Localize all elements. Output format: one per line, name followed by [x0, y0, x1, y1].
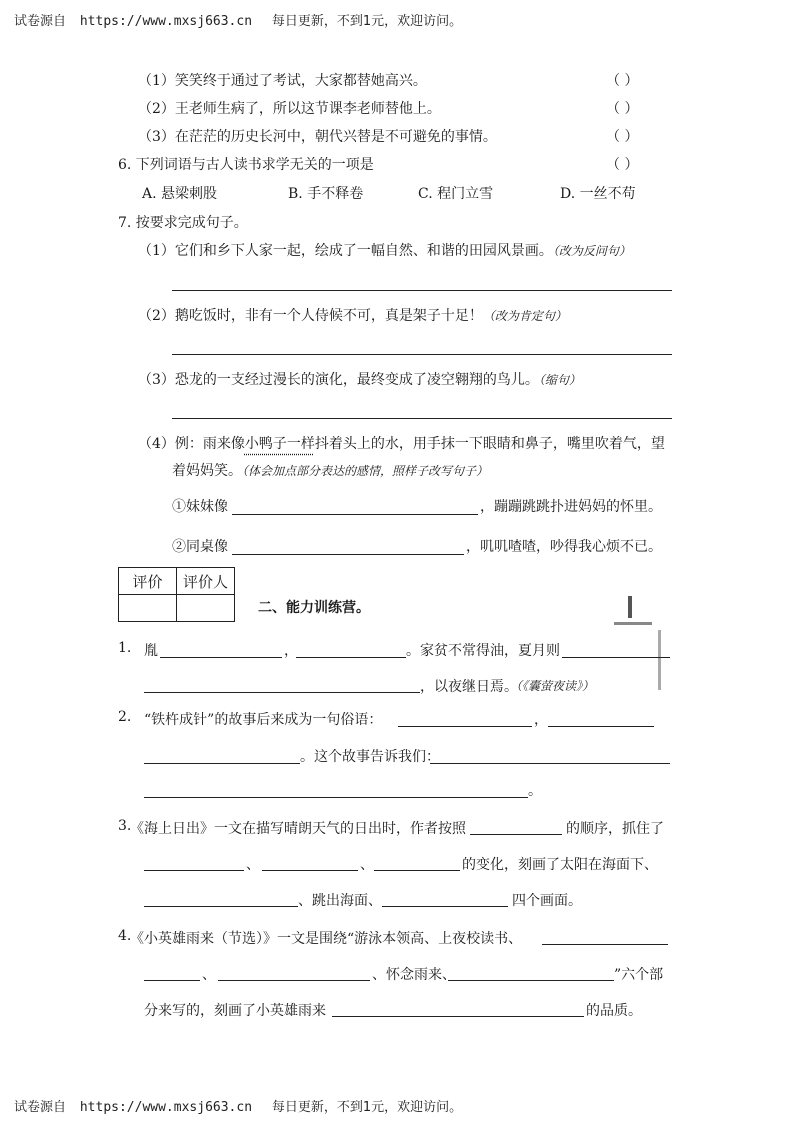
p3-blank-2[interactable]	[144, 870, 244, 871]
q7-s4-b-blank[interactable]	[232, 554, 464, 555]
q5-item-3-answer-paren[interactable]: （ ）	[606, 129, 639, 145]
q6-option-a: A. 悬梁刺股	[142, 186, 218, 202]
p1-text-d: ，以夜继日焉。	[420, 679, 518, 695]
p2-blank-1[interactable]	[398, 726, 532, 727]
q7-s2-note: （改为肯定句）	[482, 309, 567, 323]
p3-blank-4[interactable]	[374, 870, 460, 871]
q7-s1-answer-line[interactable]	[172, 290, 672, 291]
eval-evaluator-cell[interactable]	[177, 595, 235, 622]
q7-s4-note: （体会加点部分表达的感情，照样子改写句子）	[242, 464, 489, 478]
p4-text-f: 的品质。	[586, 1003, 642, 1019]
p1-blank-4[interactable]	[144, 692, 420, 693]
p1-blank-2[interactable]	[296, 657, 406, 658]
p4-blank-1[interactable]	[542, 944, 668, 945]
p3-text-a: 《海上日出》一文在描写晴朗天气的日出时，作者按照	[130, 821, 466, 837]
scan-artifact	[614, 622, 652, 625]
p1-text-c: 。家贫不常得油，夏月则	[406, 643, 560, 659]
q7-s4-prefix: （4）例：雨来像	[138, 436, 245, 452]
scan-artifact	[628, 596, 632, 618]
q7-s4-b-suffix: ，叽叽喳喳，吵得我心烦不已。	[466, 539, 662, 555]
q7-s1-text: （1）它们和乡下人家一起，绘成了一幅自然、和谐的田园风景画。	[138, 243, 553, 259]
header-source-label: 试卷源自	[14, 14, 67, 29]
q6-answer-paren[interactable]: （ ）	[606, 157, 639, 173]
p3-blank-3[interactable]	[262, 870, 358, 871]
p3-text-b: 的顺序，抓住了	[566, 821, 664, 837]
p4-blank-5[interactable]	[332, 1016, 584, 1017]
p3-number: 3.	[118, 818, 132, 834]
p3-blank-6[interactable]	[382, 906, 508, 907]
p4-blank-2[interactable]	[144, 980, 200, 981]
eval-header-evaluator: 评价人	[177, 568, 235, 595]
q7-s3-text: （3）恐龙的一支经过漫长的演化，最终变成了凌空翱翔的鸟儿。	[138, 372, 539, 388]
q7-s4-a-blank[interactable]	[232, 514, 478, 515]
header-url-link[interactable]: https://www.mxsj663.cn	[79, 14, 253, 29]
p4-text-b: 、	[202, 967, 216, 983]
p1-number: 1.	[118, 640, 132, 656]
p4-text-c: 、怀念雨来、	[372, 967, 456, 983]
q7-s3	[138, 369, 581, 389]
q7-s2-text: （2）鹅吃饭时，非有一个人侍候不可，真是架子十足！	[138, 308, 483, 324]
evaluation-table	[118, 567, 235, 622]
q7-s4-rest: 抖着头上的水，用手抹一下眼睛和鼻子，嘴里吹着气，望	[314, 436, 665, 452]
p1-text-b: ，	[284, 643, 298, 659]
q7-s4-b-prefix: ②同桌像	[172, 539, 228, 555]
p1-source: （《囊萤夜读》）	[510, 679, 595, 693]
q7-s4-dotted-phrase: 小鸭子一样	[244, 436, 315, 452]
q7-s3-note: （缩句）	[538, 373, 581, 387]
footer-source-label: 试卷源自	[14, 1100, 67, 1115]
p4-text-e: 分来写的，刻画了小英雄雨来	[144, 1003, 326, 1019]
p3-text-e: 的变化，刻画了太阳在海面下、	[462, 857, 658, 873]
p3-text-g: 四个画面。	[512, 893, 582, 909]
p1-text-a: 胤	[144, 643, 158, 659]
p2-blank-2[interactable]	[548, 726, 654, 727]
footer-slogan: 每日更新，不到1元，欢迎访问。	[271, 1100, 463, 1115]
q5-item-3: （3）在茫茫的历史长河中，朝代兴替是不可避免的事情。	[138, 129, 497, 145]
scan-artifact	[658, 630, 661, 690]
footer-bar	[14, 1096, 462, 1115]
p4-number: 4.	[118, 928, 132, 944]
p1-blank-1[interactable]	[160, 657, 282, 658]
p2-number: 2.	[118, 709, 132, 725]
section2-title: 二、能力训练营。	[258, 600, 370, 616]
q7-s3-answer-line[interactable]	[172, 418, 672, 419]
p2-text-c: 。这个故事告诉我们：	[300, 749, 440, 765]
p2-text-b: ，	[534, 712, 548, 728]
header-slogan: 每日更新，不到1元，欢迎访问。	[271, 14, 463, 29]
q5-item-2: （2）王老师生病了，所以这节课李老师替他上。	[138, 101, 441, 117]
p4-blank-4[interactable]	[448, 980, 614, 981]
p2-blank-5[interactable]	[144, 797, 528, 798]
q7-s2	[138, 305, 567, 325]
q7-s2-answer-line[interactable]	[172, 354, 672, 355]
footer-url-link[interactable]: https://www.mxsj663.cn	[79, 1100, 253, 1115]
q7-s4-line2-text: 着妈妈笑。	[172, 463, 242, 479]
p4-blank-3[interactable]	[218, 980, 370, 981]
p3-text-c: 、	[246, 857, 260, 873]
eval-header-score: 评价	[119, 568, 177, 595]
q6-option-c: C. 程门立雪	[418, 186, 494, 202]
q6-option-b: B. 手不释卷	[288, 186, 364, 202]
p3-blank-5[interactable]	[144, 906, 298, 907]
q7-stem: 7. 按要求完成句子。	[118, 215, 248, 231]
p3-text-f: 、跳出海面、	[298, 893, 382, 909]
q7-s4-line2	[172, 460, 488, 480]
q6-stem: 6. 下列词语与古人读书求学无关的一项是	[118, 157, 374, 173]
p2-text-a: “铁杵成针”的故事后来成为一句俗语：	[144, 712, 383, 728]
p4-text-d: ”六个部	[614, 967, 664, 983]
p3-blank-1[interactable]	[470, 834, 562, 835]
q5-item-1-answer-paren[interactable]: （ ）	[606, 73, 639, 89]
p2-text-d: 。	[528, 783, 542, 799]
p2-blank-3[interactable]	[144, 763, 300, 764]
q7-s4-line1	[138, 433, 665, 453]
q7-s1-note: （改为反问句）	[552, 244, 631, 258]
q6-option-d: D. 一丝不苟	[560, 186, 636, 202]
eval-score-cell[interactable]	[119, 595, 177, 622]
p3-text-d: 、	[360, 857, 374, 873]
p2-blank-4[interactable]	[430, 763, 670, 764]
header-bar	[14, 10, 462, 29]
p1-blank-3[interactable]	[562, 657, 670, 658]
q7-s1	[138, 240, 631, 260]
q7-s4-a-prefix: ①妹妹像	[172, 499, 228, 515]
q5-item-1: （1）笑笑终于通过了考试，大家都替她高兴。	[138, 73, 427, 89]
p4-text-a: 《小英雄雨来（节选）》一文是围绕“游泳本领高、上夜校读书、	[130, 931, 523, 947]
q5-item-2-answer-paren[interactable]: （ ）	[606, 101, 639, 117]
q7-s4-a-suffix: ，蹦蹦跳跳扑进妈妈的怀里。	[480, 499, 662, 515]
